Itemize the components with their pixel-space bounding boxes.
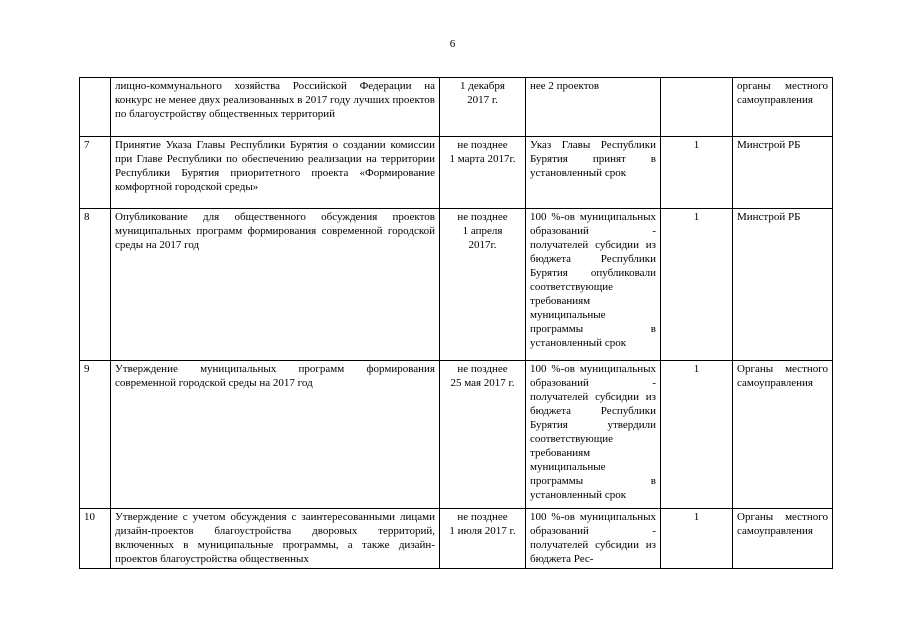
row-number: 8 — [80, 209, 111, 361]
count-cell — [661, 78, 733, 137]
responsible-cell: Минстрой РБ — [733, 137, 833, 209]
event-cell: лищно-коммунального хозяйства Российской Федерации на конкурс не менее двух реализованных в 2017 году лучших проектов по благоустройству общественных территорий — [111, 78, 440, 137]
event-cell: Опубликование для общественного обсуждения проектов муниципальных программ формирования современной городской среды на 2017 год — [111, 209, 440, 361]
action-plan-table — [79, 77, 833, 569]
row-number: 9 — [80, 361, 111, 509]
event-cell: Принятие Указа Главы Республики Бурятия о создании комиссии при Главе Республики по обеспечению реализации на территории Республики Бурятия приоритетного проекта «Формирование комфортной городской среды» — [111, 137, 440, 209]
responsible-cell: Минстрой РБ — [733, 209, 833, 361]
table-row — [80, 509, 833, 569]
deadline-cell: 1 декабря 2017 г. — [440, 78, 526, 137]
count-cell: 1 — [661, 361, 733, 509]
deadline-cell: не позднее 1 апреля 2017г. — [440, 209, 526, 361]
page-number: 6 — [449, 38, 456, 50]
row-number: 7 — [80, 137, 111, 209]
table-row — [80, 361, 833, 509]
deadline-cell: не позднее 1 марта 2017г. — [440, 137, 526, 209]
result-cell: 100 %-ов муниципальных образований - получателей субсидии из бюджета Республики Бурятия опубликовали соответствующие требованиям муниципальные программы в установленный срок — [526, 209, 661, 361]
responsible-cell: Органы местного самоуправления — [733, 361, 833, 509]
event-cell: Утверждение муниципальных программ формирования современной городской среды на 2017 год — [111, 361, 440, 509]
result-cell: 100 %-ов муниципальных образований - получателей субсидии из бюджета Рес- — [526, 509, 661, 569]
deadline-cell: не позднее 25 мая 2017 г. — [440, 361, 526, 509]
result-cell: 100 %-ов муниципальных образований - получателей субсидии из бюджета Республики Бурятия утвердили соответствующие требованиям муниципальные программы в установленный срок — [526, 361, 661, 509]
table-row — [80, 78, 833, 137]
count-cell: 1 — [661, 209, 733, 361]
responsible-cell: органы местного самоуправления — [733, 78, 833, 137]
event-cell: Утверждение с учетом обсуждения с заинтересованными лицами дизайн-проектов благоустройства дворовых территорий, включенных в муниципальные программы, а также дизайн-проектов благоустройства общественных — [111, 509, 440, 569]
count-cell: 1 — [661, 137, 733, 209]
responsible-cell: Органы местного самоуправления — [733, 509, 833, 569]
row-number — [80, 78, 111, 137]
table-row — [80, 209, 833, 361]
result-cell: Указ Главы Республики Бурятия принят в установленный срок — [526, 137, 661, 209]
result-cell: нее 2 проектов — [526, 78, 661, 137]
row-number: 10 — [80, 509, 111, 569]
count-cell: 1 — [661, 509, 733, 569]
table-row — [80, 137, 833, 209]
deadline-cell: не позднее 1 июля 2017 г. — [440, 509, 526, 569]
